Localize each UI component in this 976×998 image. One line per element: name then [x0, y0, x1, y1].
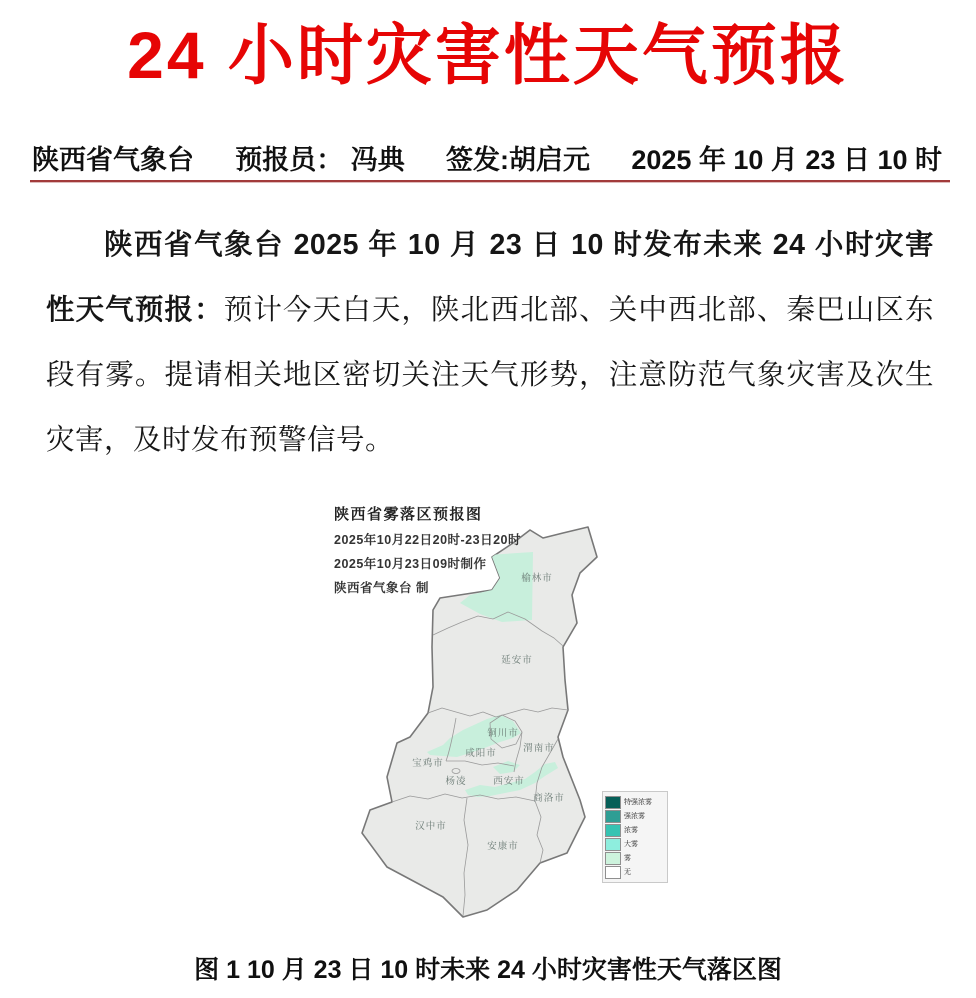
city-label-yanan: 延安市	[501, 655, 533, 666]
legend-label: 浓雾	[624, 827, 638, 834]
legend-row	[605, 837, 665, 851]
legend-row	[605, 795, 665, 809]
city-label-xianyang: 咸阳市	[465, 748, 497, 759]
page-title: 24 小时灾害性天气预报	[127, 18, 849, 92]
issuer-meta-line	[32, 138, 942, 177]
city-label-xian: 西安市	[493, 776, 525, 787]
city-label-weinan: 渭南市	[523, 743, 555, 754]
legend-swatch	[605, 810, 621, 823]
legend-swatch	[605, 824, 621, 837]
legend-row	[605, 865, 665, 879]
legend-row	[605, 851, 665, 865]
city-label-tongchuan: 铜川市	[487, 728, 519, 739]
legend-label: 强浓雾	[624, 813, 645, 820]
paragraph-bold-text: 陕西省气象台 2025 年 10 月 23 日 10 时发布未来 24 小时灾害	[104, 229, 934, 261]
meta-forecaster: 预报员： 冯典	[235, 145, 405, 175]
meta-signer: 签发:胡启元	[446, 145, 591, 175]
legend-row	[605, 809, 665, 823]
city-label-baoji: 宝鸡市	[412, 758, 444, 769]
legend-swatch	[605, 852, 621, 865]
legend-swatch	[605, 796, 621, 809]
map-credit: 陕西省气象台 制	[334, 581, 429, 595]
paragraph-line	[46, 278, 934, 343]
legend-label: 大雾	[624, 841, 638, 848]
paragraph-line	[46, 408, 934, 473]
city-label-shangluo: 商洛市	[533, 793, 565, 804]
legend-label: 雾	[624, 855, 631, 862]
paragraph-line	[46, 213, 934, 278]
legend-label: 特强浓雾	[624, 799, 652, 806]
city-label-ankang: 安康市	[487, 841, 519, 852]
paragraph-regular-text: 段有雾。提请相关地区密切关注天气形势，注意防范气象灾害及次生	[46, 359, 934, 391]
paragraph-regular-text: 预计今天白天，陕北西北部、关中西北部、秦巴山区东	[223, 294, 934, 326]
city-label-hanzhong: 汉中市	[415, 821, 447, 832]
fog-forecast-map-figure	[330, 495, 670, 925]
paragraph-line	[46, 343, 934, 408]
map-made-time: 2025年10月23日09时制作	[334, 557, 487, 571]
meta-datetime: 2025 年 10 月 23 日 10 时	[631, 145, 942, 175]
legend-row	[605, 823, 665, 837]
fog-intensity-legend	[602, 791, 668, 883]
map-valid-period: 2025年10月22日20时-23日20时	[334, 533, 521, 547]
city-label-yulin: 榆林市	[521, 573, 553, 584]
figure-caption: 图 1 10 月 23 日 10 时未来 24 小时灾害性天气落区图	[194, 956, 782, 984]
legend-swatch	[605, 838, 621, 851]
header-divider	[30, 180, 950, 182]
city-label-yangling: 杨凌	[445, 776, 467, 787]
map-header	[334, 503, 521, 596]
legend-label: 无	[624, 869, 631, 876]
paragraph-regular-text: 灾害，及时发布预警信号。	[46, 424, 395, 456]
map-title: 陕西省雾落区预报图	[334, 506, 483, 523]
forecast-paragraph	[46, 213, 934, 473]
legend-swatch	[605, 866, 621, 879]
meta-agency: 陕西省气象台	[32, 145, 194, 175]
paragraph-bold-text: 性天气预报：	[46, 294, 224, 326]
